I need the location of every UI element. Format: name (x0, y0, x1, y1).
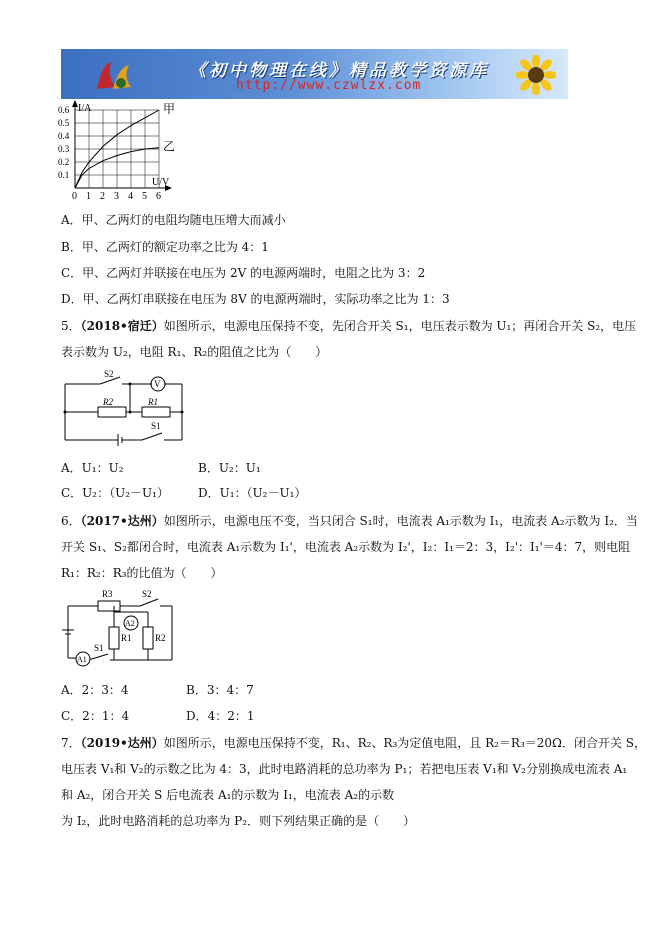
q7-text-1: 如图所示，电源电压保持不变，R₁、R₂、R₃为定值电阻，且 R₂＝R₃＝20Ω．闭合开关 S， (163, 736, 647, 750)
q6-option-d: D．4：2：1 (186, 709, 255, 723)
y-tick-label: 0.6 (58, 105, 70, 115)
q6-stem-line3: R₁：R₂：R₃的比值为（ ） (61, 566, 223, 580)
q5-label-s2: S2 (104, 369, 114, 379)
q6-circuit-diagram (62, 588, 182, 672)
q4-option-c: C．甲、乙两灯并联接在电压为 2V 的电源两端时，电阻之比为 3：2 (61, 266, 426, 280)
q7-stem-line4: 为 I₂，此时电路消耗的总功率为 P₂．则下列结果正确的是（ ） (61, 814, 416, 828)
q5-label-s1: S1 (151, 421, 161, 431)
q4-option-b: B．甲、乙两灯的额定功率之比为 4：1 (61, 240, 269, 254)
q6-label-r3: R3 (102, 589, 113, 599)
q7-stem-line1 (61, 736, 646, 750)
q6-text-1: 如图所示，电源电压不变，当只闭合 S₁时，电流表 A₁示数为 I₁，电流表 A₂示数为 I₂．当 (163, 514, 638, 528)
q6-label-a1: A1 (77, 655, 87, 664)
x-tick-label: 4 (128, 191, 133, 202)
y-tick-label: 0.5 (58, 118, 70, 128)
y-tick-label: 0.4 (58, 131, 70, 141)
y-axis-label: I/A (78, 103, 92, 114)
q6-stem-line2: 开关 S₁、S₂都闭合时，电流表 A₁示数为 I₁'，电流表 A₂示数为 I₂'，I₂：I₁＝2：3，I₂'：I₁'＝4：7，则电阻 (61, 540, 631, 554)
x-tick-label: 6 (156, 191, 161, 202)
q5-label-r2: R2 (103, 397, 113, 407)
sunflower-icon (516, 55, 556, 95)
x-axis-label: U/V (152, 177, 170, 188)
logo-icon (93, 57, 137, 93)
iu-graph (58, 100, 178, 204)
y-tick-label: 0.2 (58, 157, 70, 167)
q6-option-b: B．3：4：7 (186, 683, 254, 697)
q5-number: 5． (61, 319, 81, 333)
q5-label-r1: R1 (148, 397, 158, 407)
q4-option-a: A．甲、乙两灯的电阻均随电压增大而减小 (61, 213, 286, 227)
q6-label-s2: S2 (142, 589, 152, 599)
series-label-0: 甲 (163, 102, 176, 116)
q5-source: （2018•宿迁） (80, 319, 164, 333)
series-label-1: 乙 (163, 139, 176, 154)
banner-url[interactable]: http://www.czwlzx.com (236, 78, 422, 93)
q5-option-c: C．U₂：（U₂－U₁） (61, 486, 169, 500)
x-tick-label: 1 (86, 191, 91, 202)
q5-option-b: B．U₂：U₁ (198, 461, 261, 475)
q5-stem-line1 (61, 319, 636, 333)
q6-stem-line1 (61, 514, 638, 528)
q5-circuit-diagram (60, 366, 190, 446)
header-banner (61, 49, 568, 99)
y-tick-label: 0.3 (58, 144, 70, 154)
q6-option-a: A．2：3：4 (61, 683, 129, 697)
banner-title: 《初中物理在线》精品教学资源库 (189, 61, 489, 81)
y-tick-label: 0.1 (58, 170, 70, 180)
q6-label-a2: A2 (125, 619, 135, 628)
x-tick-label: 0 (72, 191, 77, 202)
q5-text-1: 如图所示，电源电压保持不变，先闭合开关 S₁，电压表示数为 U₁；再闭合开关 S₂，电压 (163, 319, 637, 333)
q5-option-a: A．U₁：U₂ (61, 461, 124, 475)
x-tick-label: 5 (142, 191, 147, 202)
q5-stem-line2: 表示数为 U₂，电阻 R₁、R₂的阻值之比为（ ） (61, 345, 328, 359)
q5-option-d: D．U₁：（U₂－U₁） (198, 486, 307, 500)
q6-label-s1: S1 (94, 643, 104, 653)
x-tick-label: 2 (100, 191, 105, 202)
q5-label-v: V (154, 379, 161, 389)
q6-source: （2017•达州） (80, 514, 164, 528)
q7-stem-line3: 和 A₂，闭合开关 S 后电流表 A₁的示数为 I₁，电流表 A₂的示数 (61, 788, 395, 802)
q6-number: 6． (61, 514, 81, 528)
q6-option-c: C．2：1：4 (61, 709, 130, 723)
q6-label-r2: R2 (155, 633, 166, 643)
q7-source: （2019•达州） (80, 736, 164, 750)
q6-label-r1: R1 (121, 633, 132, 643)
x-tick-label: 3 (114, 191, 119, 202)
q4-option-d: D．甲、乙两灯串联接在电压为 8V 的电源两端时，实际功率之比为 1：3 (61, 292, 450, 306)
q7-stem-line2: 电压表 V₁和 V₂的示数之比为 4：3，此时电路消耗的总功率为 P₁；若把电压表 V₁和 V₂分别换成电流表 A₁ (61, 762, 628, 776)
q7-number: 7． (61, 736, 81, 750)
